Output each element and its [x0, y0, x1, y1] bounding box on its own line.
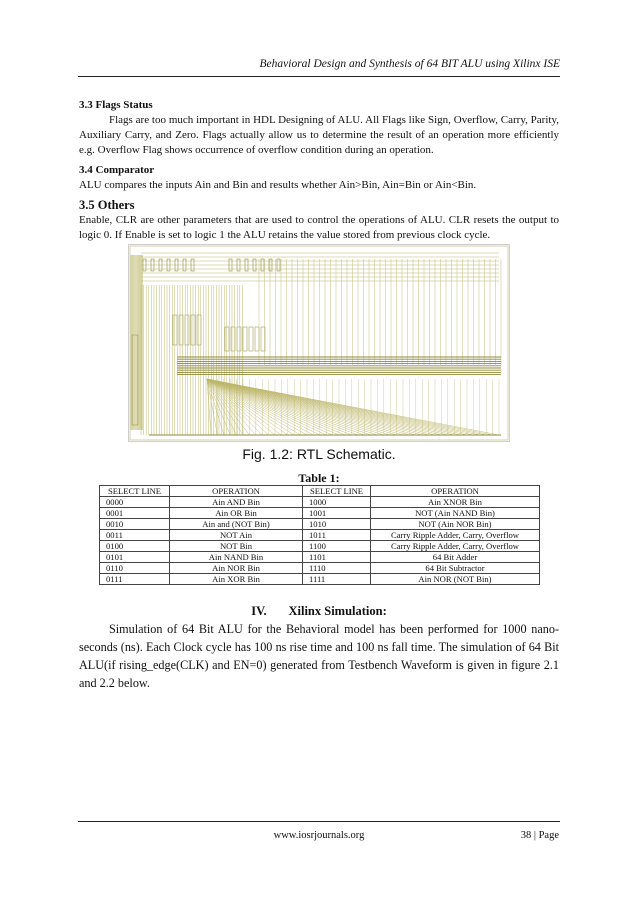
table-cell: Ain OR Bin — [170, 508, 303, 519]
others-paragraph: Enable, CLR are other parameters that are used to control the operations of ALU. CLR resets the output to logic 0. If Enable is set to logic 1 the ALU retains the value stored from previous clock cycle. — [79, 214, 559, 241]
header-rule — [78, 76, 560, 77]
table-cell: Ain NOR (NOT Bin) — [371, 574, 540, 585]
table-cell: 1000 — [303, 497, 371, 508]
table-row — [100, 530, 540, 541]
table-cell: 1010 — [303, 519, 371, 530]
header-operation: OPERATION — [170, 486, 303, 497]
section-heading-xilinx-simulation: IV. Xilinx Simulation: — [251, 604, 387, 618]
table-row — [100, 508, 540, 519]
table-cell: 64 Bit Subtractor — [371, 563, 540, 574]
table-cell: 1100 — [303, 541, 371, 552]
simulation-paragraph: Simulation of 64 Bit ALU for the Behavioral model has been performed for 1000 nano-seconds (ns). Each Clock cycle has 100 ns rise time and 100 ns fall time. The simulation of 64 Bit ALU(if rising_edge(CLK) and EN=0) generated from Testbench Waveform is given in figure 2.1 and 2.2 below. — [79, 622, 559, 690]
table-cell: NOT Ain — [170, 530, 303, 541]
rtl-schematic-image — [128, 244, 510, 442]
table-cell: 1111 — [303, 574, 371, 585]
header-select-line: SELECT LINE — [100, 486, 170, 497]
table-cell: 64 Bit Adder — [371, 552, 540, 563]
rtl-schematic-drawing — [129, 245, 509, 441]
table-cell: Ain XOR Bin — [170, 574, 303, 585]
table-cell: 1001 — [303, 508, 371, 519]
running-header: Behavioral Design and Synthesis of 64 BIT ALU using Xilinx ISE — [259, 58, 560, 70]
table-cell: 0100 — [100, 541, 170, 552]
table-row — [100, 497, 540, 508]
table-row — [100, 552, 540, 563]
table-row — [100, 519, 540, 530]
section-others — [79, 198, 559, 243]
footer-rule — [78, 821, 560, 822]
table-header-row — [100, 486, 540, 497]
table-cell: 0111 — [100, 574, 170, 585]
table-cell: 0010 — [100, 519, 170, 530]
header-operation: OPERATION — [371, 486, 540, 497]
comparator-paragraph: ALU compares the inputs Ain and Bin and results whether Ain>Bin, Ain=Bin or Ain<Bin. — [79, 179, 477, 191]
figure-caption: Fig. 1.2: RTL Schematic. — [242, 446, 396, 462]
table-cell: NOT (Ain NOR Bin) — [371, 519, 540, 530]
table-row — [100, 563, 540, 574]
table-cell: 1011 — [303, 530, 371, 541]
footer-page-number: 38 | Page — [520, 830, 559, 841]
table-cell: Ain NOR Bin — [170, 563, 303, 574]
section-flags-status — [79, 98, 559, 158]
table-cell: 1101 — [303, 552, 371, 563]
table-cell: 0001 — [100, 508, 170, 519]
table-cell: Ain XNOR Bin — [371, 497, 540, 508]
table-cell: Ain NAND Bin — [170, 552, 303, 563]
header-select-line: SELECT LINE — [303, 486, 371, 497]
footer-url: www.iosrjournals.org — [273, 830, 365, 841]
table-cell: 0101 — [100, 552, 170, 563]
table-cell: Carry Ripple Adder, Carry, Overflow — [371, 530, 540, 541]
comparator-heading: 3.4 Comparator — [79, 164, 155, 176]
flags-heading: 3.3 Flags Status — [79, 99, 153, 111]
others-heading: 3.5 Others — [79, 198, 135, 212]
table-cell: 0110 — [100, 563, 170, 574]
table-cell: 1110 — [303, 563, 371, 574]
table-caption: Table 1: — [298, 471, 340, 485]
table-cell: Ain and (NOT Bin) — [170, 519, 303, 530]
table-cell: Ain AND Bin — [170, 497, 303, 508]
table-cell: Carry Ripple Adder, Carry, Overflow — [371, 541, 540, 552]
table-row — [100, 541, 540, 552]
alu-operation-table — [99, 485, 540, 585]
table-row — [100, 574, 540, 585]
flags-paragraph: Flags are too much important in HDL Designing of ALU. All Flags like Sign, Overflow, Carry, Parity, Auxiliary Carry, and Zero. Flags actually allow us to determine the result of an operation more efficiently e.g. Overflow Flag shows occurrence of overflow condition during an operation. — [79, 114, 559, 156]
table-cell: NOT (Ain NAND Bin) — [371, 508, 540, 519]
table-cell: 0000 — [100, 497, 170, 508]
section-comparator — [79, 163, 559, 193]
table-cell: 0011 — [100, 530, 170, 541]
table-cell: NOT Bin — [170, 541, 303, 552]
